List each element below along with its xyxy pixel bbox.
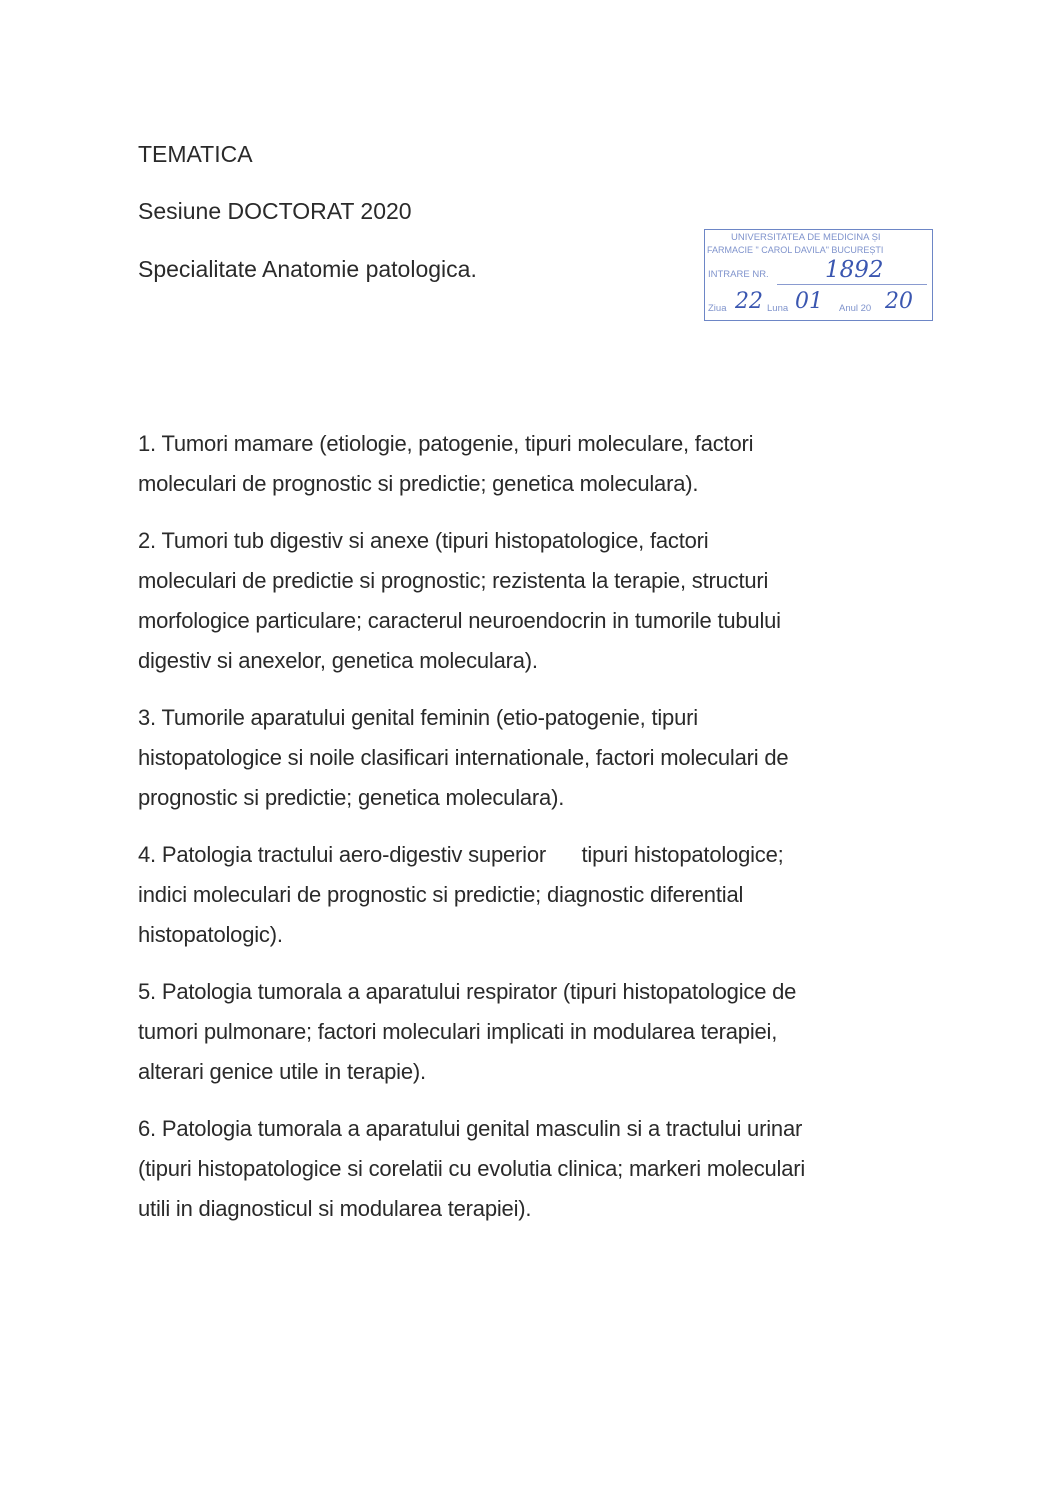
topic-line: 5. Patologia tumorala a aparatului respirator (tipuri histopatologice de [138,979,797,1004]
stamp-year: 20 [885,289,913,314]
registration-stamp [704,229,933,321]
stamp-line2: FARMACIE " CAROL DAVILA" BUCUREȘTI [707,245,884,255]
topic-item-2 [138,521,1018,681]
topic-line: morfologice particulare; caracterul neuroendocrin in tumorile tubului [138,608,781,633]
specialty-line: Specialitate Anatomie patologica. [138,256,477,282]
stamp-month: 01 [795,289,823,314]
topic-item-1 [138,424,1018,504]
topic-line: moleculari de prognostic si predictie; genetica moleculara). [138,471,699,496]
stamp-entry-label: INTRARE NR. [708,269,769,280]
stamp-month-label: Luna [767,303,789,314]
topic-item-3 [138,698,1018,818]
topic-line: 6. Patologia tumorala a aparatului genital masculin si a tractului urinar [138,1116,803,1141]
topic-line: 2. Tumori tub digestiv si anexe (tipuri histopatologice, factori [138,528,709,553]
topic-item-4 [138,835,1018,955]
topic-line: prognostic si predictie; genetica moleculara). [138,785,565,810]
topic-line: moleculari de predictie si prognostic; rezistenta la terapie, structuri [138,568,769,593]
topic-item-5 [138,972,1018,1092]
topic-line: 1. Tumori mamare (etiologie, patogenie, tipuri moleculare, factori [138,431,754,456]
topic-line: histopatologic). [138,922,283,947]
topic-line: alterari genice utile in terapie). [138,1059,426,1084]
topic-line: 4. Patologia tractului aero-digestiv superior tipuri histopatologice; [138,842,784,867]
topic-line: (tipuri histopatologice si corelatii cu evolutia clinica; markeri moleculari [138,1156,806,1181]
session-line: Sesiune DOCTORAT 2020 [138,198,412,224]
topic-item-6 [138,1109,1018,1229]
topic-line: 3. Tumorile aparatului genital feminin (etio-patogenie, tipuri [138,705,698,730]
stamp-day: 22 [735,289,763,314]
stamp-line1: UNIVERSITATEA DE MEDICINA ȘI [731,232,881,243]
topic-line: histopatologice si noile clasificari internationale, factori moleculari de [138,745,789,770]
document-title: TEMATICA [138,141,253,167]
topic-line: utili in diagnosticul si modularea terapiei). [138,1196,532,1221]
stamp-year-label: Anul 20 [839,303,872,314]
topic-line: indici moleculari de prognostic si predictie; diagnostic diferential [138,882,744,907]
topic-line: tumori pulmonare; factori moleculari implicati in modularea terapiei, [138,1019,778,1044]
stamp-day-label: Ziua [708,303,727,314]
topic-line: digestiv si anexelor, genetica moleculara). [138,648,538,673]
topic-list [138,424,1018,1246]
stamp-entry-number: 1892 [825,257,884,283]
